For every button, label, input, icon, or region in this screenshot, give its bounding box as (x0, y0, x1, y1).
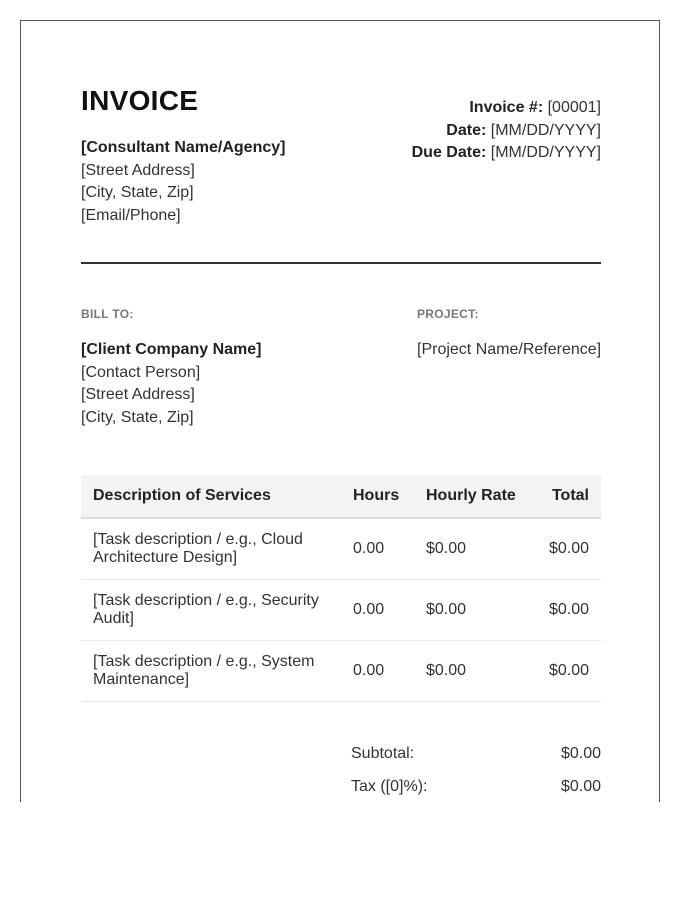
subtotal-row (351, 745, 601, 778)
invoice-meta (412, 97, 601, 165)
row-rate: $0.00 (426, 662, 467, 679)
client-street: [Street Address] (81, 386, 195, 403)
table-row (81, 580, 601, 641)
tax-row (351, 778, 601, 802)
row-total: $0.00 (548, 662, 589, 679)
services-table (81, 475, 601, 702)
project-name: [Project Name/Reference] (417, 341, 602, 358)
row-rate: $0.00 (426, 601, 467, 618)
consultant-address-block (81, 137, 285, 227)
row-description: [Task description / e.g., Cloud Architecture Design] (93, 531, 303, 566)
invoice-date-value: [MM/DD/YYYY] (490, 121, 601, 139)
row-hours: 0.00 (353, 601, 385, 618)
row-hours: 0.00 (353, 540, 385, 557)
tax-label: Tax ([0]%): (351, 778, 428, 795)
invoice-date-label: Date: (446, 121, 487, 139)
header-description: Description of Services (93, 487, 271, 504)
row-total: $0.00 (548, 540, 589, 557)
due-date-label: Due Date: (411, 144, 487, 161)
subtotal-label: Subtotal: (351, 745, 415, 762)
row-total: $0.00 (548, 601, 589, 618)
client-company-name: [Client Company Name] (81, 341, 262, 358)
row-hours: 0.00 (353, 662, 385, 679)
consultant-contact: [Email/Phone] (81, 206, 181, 224)
consultant-city: [City, State, Zip] (81, 184, 194, 201)
client-contact-person: [Contact Person] (81, 363, 201, 381)
consultant-street: [Street Address] (81, 161, 195, 179)
totals-block (351, 745, 601, 802)
invoice-date-line (412, 120, 601, 143)
row-description: [Task description / e.g., System Maintenance] (93, 653, 315, 688)
invoice-page (20, 20, 660, 802)
client-city: [City, State, Zip] (81, 408, 194, 426)
services-table-header (81, 475, 601, 519)
due-date-line (412, 142, 601, 165)
table-row (81, 641, 601, 702)
header-divider (81, 262, 601, 264)
header-hourly-rate: Hourly Rate (426, 487, 516, 504)
tax-value: $0.00 (560, 778, 601, 795)
table-row (81, 519, 601, 580)
header-hours: Hours (353, 487, 400, 504)
invoice-title: INVOICE (81, 85, 199, 116)
invoice-number-line (412, 97, 601, 120)
bill-to-block (81, 339, 261, 429)
subtotal-value: $0.00 (560, 745, 601, 762)
row-description: [Task description / e.g., Security Audit] (93, 592, 319, 627)
bill-to-label: BILL TO: (81, 307, 134, 321)
consultant-name: [Consultant Name/Agency] (81, 139, 286, 156)
due-date-value: [MM/DD/YYYY] (490, 144, 601, 161)
row-rate: $0.00 (426, 540, 467, 557)
project-label: PROJECT: (417, 307, 479, 321)
invoice-number-value: [00001] (547, 99, 601, 116)
header-total: Total (551, 487, 589, 504)
invoice-number-label: Invoice #: (469, 99, 544, 116)
